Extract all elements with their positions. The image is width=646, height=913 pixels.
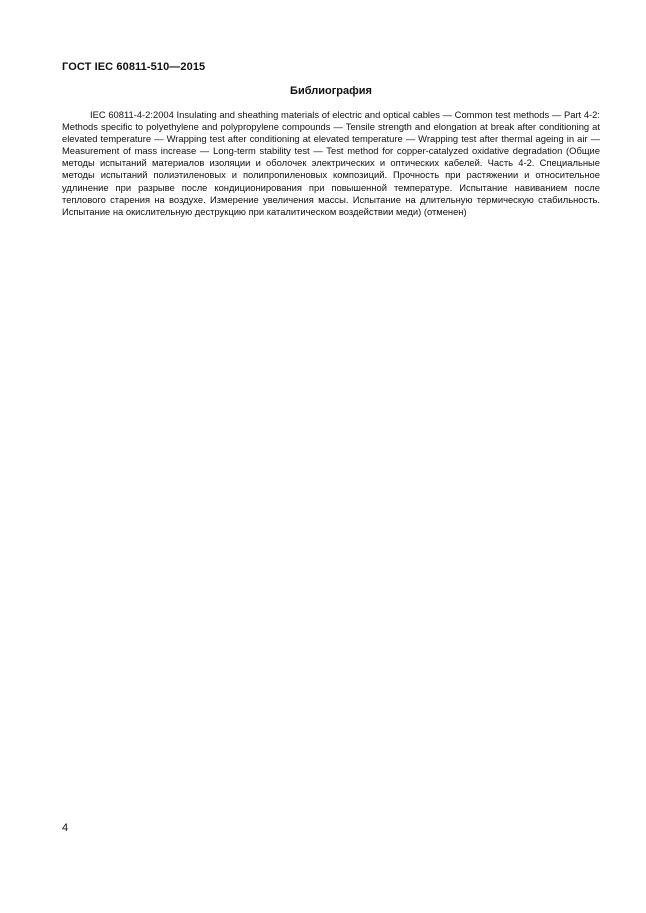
document-header: ГОСТ IEC 60811-510—2015 [62, 61, 206, 73]
bibliography-entry: IEC 60811-4-2:2004 Insulating and sheathing materials of electric and optical cables — Common test methods — Part 4-2: Methods specific to polyethylene and polypropylene compounds — Tensile strength and elongation at break after conditioning at elevated temperature — Wrapping test after conditioning at elevated temperature — Wrapping test after thermal ageing in air — Measurement of mass increase — Long-term stability test — Test method for copper-catalyzed oxidative degradation (Общие методы испытаний материалов изоляции и оболочек электрических и оптических кабелей. Часть 4-2. Специальные методы испытаний полиэтиленовых и полипропиленовых композиций. Прочность при растяжении и относительное удлинение при разрыве после кондиционирования при повышенной температуре. Испытание навиванием после теплового старения на воздухе. Измерение увеличения массы. Испытание на длительную термическую стабильность. Испытание на окислительную деструкцию при каталитическом воздействии меди) (отменен) [62, 109, 600, 217]
section-title: Библиография [290, 85, 372, 97]
page-number: 4 [62, 822, 69, 834]
